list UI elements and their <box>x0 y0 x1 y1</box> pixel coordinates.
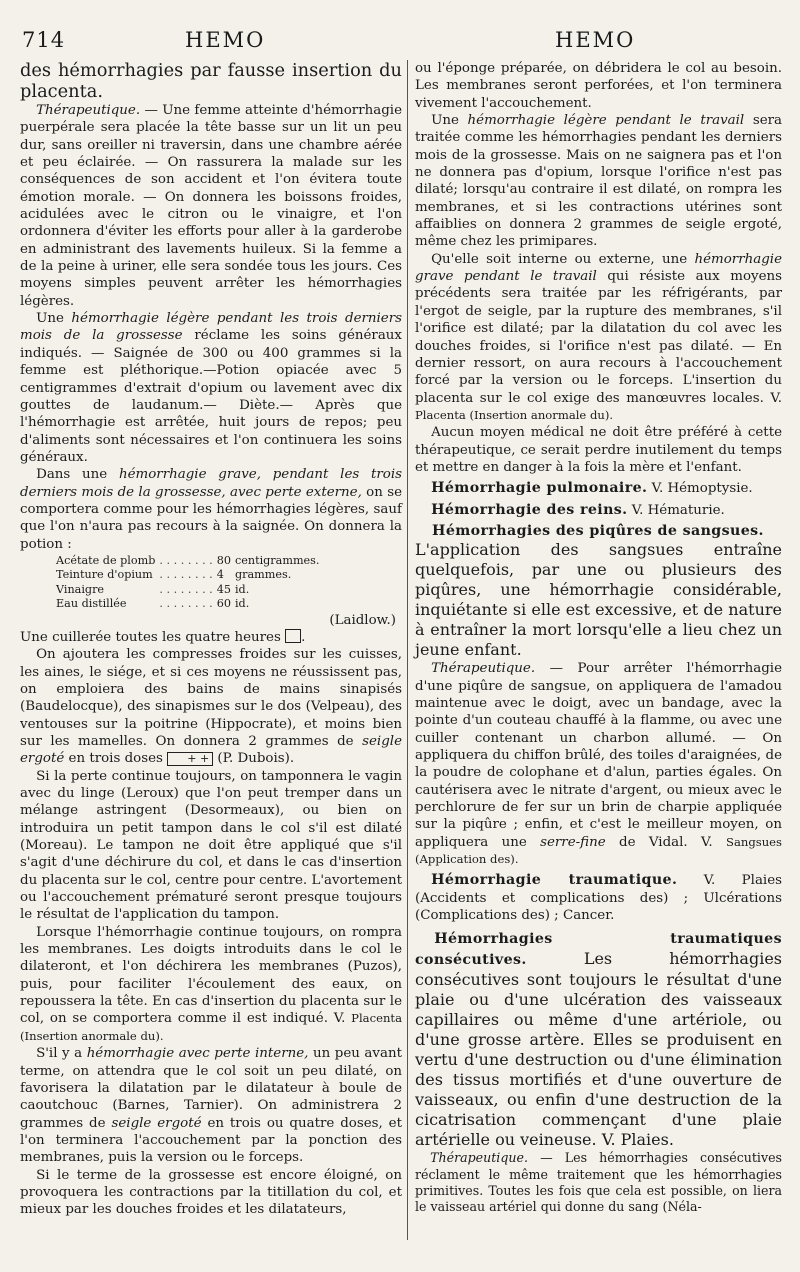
table-row <box>56 597 323 611</box>
running-head-left: HEMO <box>185 28 266 52</box>
cross-reference: Sangsues (Application des). <box>415 834 782 867</box>
page-number: 714 <box>22 28 66 52</box>
ingredient: Teinture d'opium <box>56 568 153 582</box>
entry-title: Hémorrhagies traumatiques consécutives. <box>415 931 782 969</box>
page-header <box>0 28 800 56</box>
paragraph <box>415 251 782 424</box>
paragraph <box>415 112 782 251</box>
left-column <box>20 60 402 1219</box>
leader-dots: . . . . . . . . <box>159 553 213 567</box>
text: Une <box>36 311 72 327</box>
paragraph: L'application des sangsues entraîne quelquefois, par une ou plusieurs des piqûres, une hémorrhagie considérable, inquiétante si elle est excessive, et de nature à entraîner la mort lorsqu'elle a lieu chez un jeune enfant. <box>415 540 782 660</box>
italic-term: serre-fine <box>540 834 606 850</box>
ingredient: Vinaigre <box>56 582 105 596</box>
paragraph: Si le terme de la grossesse est encore éloigné, on provoquera les contractions par la titillation du col, et mieux par les douches froides et les dilatateurs, <box>20 1167 402 1218</box>
cross-reference: V. Hémoptysie. <box>647 481 753 497</box>
paragraph <box>20 466 402 553</box>
unit: centigrammes. <box>234 553 320 567</box>
text: S'il y a <box>36 1046 87 1062</box>
paragraph: Si la perte continue toujours, on tamponnera le vagin avec du linge (Leroux) que l'on peut tremper dans un mélange astringent (Desormeaux), ou bien on introduira un petit tampon dans le col s'il est dilaté (Moreau). Le tampon ne doit être appliqué que s'il s'agit d'une déchirure du col, et dans le cas d'insertion du placenta sur le col, centre pour centre. L'avortement ou l'accouchement prématuré seront presque toujours le résultat de l'application du tampon. <box>20 768 402 923</box>
text: — Pour arrêter l'hémorrhagie d'une piqûre de sangsue, on appliquera de l'amadou maintenue avec le doigt, avec un bandage, avec la pointe d'un couteau chauffé à la flamme, ou avec une cuiller contenant un charbon allumé. — On appliquera du chiffon brûlé, des toiles d'araignées, de la poudre de colophane et d'alun, parties égales. On cautérisera avec le nitrate d'argent, ou mieux avec le perchlorure de fer sur un brin de charpie appliquée sur la piqûre ; enfin, et c'est le meilleur moyen, on appliquera une <box>415 661 782 850</box>
text: Dans une <box>36 467 119 483</box>
paragraph <box>415 1150 782 1215</box>
quantity: 80 <box>216 553 231 567</box>
right-column <box>415 60 782 1215</box>
italic-term: hémorrhagie légère pendant les trois derniers mois de la grossesse <box>20 311 403 344</box>
paragraph: Aucun moyen médical ne doit être préféré à cette thérapeutique, ce serait perdre inutilement du temps et mettre en danger à la fois la mère et l'enfant. <box>415 425 782 475</box>
italic-term: hémorrhagie avec perte interne, <box>86 1046 309 1062</box>
dose-symbol-icon: + + <box>167 752 213 766</box>
entry-heading <box>415 502 782 519</box>
paragraph <box>415 660 782 868</box>
ingredient: Eau distillée <box>56 597 127 611</box>
leader-dots: . . . . . . . . <box>159 582 213 596</box>
text: de Vidal. V. <box>605 834 727 850</box>
quantity: 60 <box>216 597 231 611</box>
ingredient: Acétate de plomb <box>56 553 156 567</box>
cross-reference: Plaies. <box>620 1130 674 1150</box>
entry-title: Hémorrhagie traumatique. <box>431 872 678 889</box>
citation: (Laidlow.) <box>329 612 396 628</box>
unit: id. <box>234 597 250 611</box>
italic-term: hémorrhagie légère pendant le travail <box>467 113 745 129</box>
cross-reference: Placenta (Insertion anormale du). <box>20 1011 402 1043</box>
text: Une cuillerée toutes les quatre heures <box>20 629 281 645</box>
text: Lorsque l'hémorrhagie continue toujours, on rompra les membranes. Les doigts introduits dans le col le dilateront, et l'on déchirera les membranes (Puzos), puis, pour faciliter l'écoulement des eaux, on repoussera la tête. En cas d'insertion du placenta sur le col, on se comportera comme il est indiqué. V. <box>20 924 402 1027</box>
paragraph <box>20 924 402 1045</box>
table-row <box>56 554 323 568</box>
italic-term: Thérapeutique. <box>36 103 141 118</box>
text: en trois doses <box>64 751 163 767</box>
text: en trois ou quatre doses, et l'on terminera l'accouchement par la ponction des membranes, puis la version ou le forceps. <box>20 1115 402 1166</box>
entry-title: Hémorrhagies des piqûres de sangsues. <box>432 522 764 539</box>
table-row <box>56 568 323 582</box>
text: — Une femme atteinte d'hémorrhagie puerpérale sera placée la tête basse sur un lit un peu dur, sans oreiller ni traversin, dans une chambre aérée et peu éclairée. — On rassurera la malade sur les conséquences de son accident et l'on évitera toute émotion morale. — On donnera les boissons froides, acidulées avec le citron ou le vinaigre, et l'on ordonnera d'éviter les efforts pour aller à la garderobe en administrant des lavements huileux. Si la femme a de la peine à uriner, elle sera sondée tous les jours. Ces moyens simples peuvent arrêter les hémorrhagies légères. <box>20 103 402 309</box>
text: Les hémorrhagies consécutives sont toujours le résultat d'une plaie ou d'une ulcération des vaisseaux capillaires ou même d'une artériole, ou d'une grosse artère. Elles se produisent en vertu d'une destruction ou d'une élimination des tissus mortifiés et d'une ouverture de vaisseaux, ou enfin d'une destruction de la cicatrisation commençant d'une plaie artérielle ou veineuse. V. <box>415 949 782 1150</box>
table-row <box>56 583 323 597</box>
entry-heading <box>415 480 782 497</box>
entry-heading <box>415 928 782 1150</box>
text: réclame les soins généraux indiqués. — Saignée de 300 ou 400 grammes si la femme est pléthorique.—Potion opiacée avec 5 centigrammes d'extrait d'opium ou lavement avec dix gouttes de laudanum.— Diète.— Après que l'hémorrhagie est arrêtée, huit jours de repos; peu d'aliments sont nécessaires et l'on continuera les soins généraux. <box>20 328 402 465</box>
text: (P. Dubois). <box>213 751 295 767</box>
leader-dots: . . . . . . . . <box>159 597 213 611</box>
continued-heading: des hémorrhagies par fausse insertion du placenta. <box>20 60 402 102</box>
italic-term: hémorrhagie grave pendant le travail <box>415 251 782 285</box>
quantity: 4 <box>216 568 224 582</box>
cross-reference: V. Plaies (Accidents et complications des) ; Ulcérations (Complications des) ; Cancer. <box>415 873 783 924</box>
text: Une <box>431 113 468 129</box>
text: sera traitée comme les hémorrhagies pendant les derniers mois de la grossesse. Mais on ne saignera pas et l'on ne donnera pas d'opium, lorsque l'orifice n'est pas dilaté; lorsqu'au contraire il est dilaté, on rompra les membranes, et si les contractions utérines sont affaiblies on donnera 2 grammes de seigle ergoté, même chez les primipares. <box>415 113 782 250</box>
text: On ajoutera les compresses froides sur les cuisses, les aines, le siége, et si ces moyens ne réussissent pas, on emploiera des bains de mains sinapisés (Baudelocque), des sinapismes sur le dos (Velpeau), des ventouses sur la poitrine (Hippocrate), et moins bien sur les mamelles. On donnera 2 grammes de <box>20 647 402 749</box>
unit: grammes. <box>234 568 292 582</box>
paragraph <box>20 102 402 310</box>
potion-table <box>56 554 323 612</box>
unit: id. <box>234 582 250 596</box>
entry-title: Hémorrhagie des reins. <box>431 501 628 518</box>
text: Qu'elle soit interne ou externe, une <box>431 251 695 267</box>
box-symbol-icon <box>285 629 301 643</box>
text: qui résiste aux moyens précédents sera traitée par les réfrigérants, par l'ergot de seigle, par la rupture des membranes, s'il l'orifice est dilaté; par la dilatation du col avec les douches froides, si l'orifice n'est pas dilaté. — En dernier ressort, on aura recours à l'accouchement forcé par la version ou le forceps. L'insertion du placenta sur le col exige des manœuvres locales. V. <box>415 269 783 406</box>
italic-term: seigle ergoté <box>20 733 402 767</box>
italic-term: Thérapeutique. <box>431 661 536 677</box>
paragraph: ou l'éponge préparée, on débridera le col au besoin. Les membranes seront perforées, et l'on terminera vivement l'accouchement. <box>415 61 782 111</box>
italic-term: Thérapeutique. <box>430 1150 528 1166</box>
entry-heading <box>415 872 782 924</box>
paragraph <box>20 310 402 466</box>
italic-term: seigle ergoté <box>111 1115 202 1131</box>
cross-reference: Placenta (Insertion anormale du). <box>415 407 614 422</box>
paragraph <box>20 646 402 767</box>
text: — Les hémorrhagies consécutives réclament le même traitement que les hémorrhagies primitives. Toutes les fois que cela est possible, on liera le vaisseau artériel qui donne du sang (Néla- <box>415 1150 782 1215</box>
column-divider <box>407 60 408 1240</box>
italic-term: hémorrhagie grave, pendant les trois derniers mois de la grossesse, avec perte externe, <box>20 467 403 500</box>
running-head-right: HEMO <box>555 28 636 52</box>
paragraph <box>20 1045 402 1166</box>
cross-reference: V. Hématurie. <box>627 502 725 518</box>
entry-title: Hémorrhagie pulmonaire. <box>431 480 648 497</box>
paragraph: Une cuillerée toutes les quatre heures . <box>20 629 306 645</box>
leader-dots: . . . . . . . . <box>159 568 213 582</box>
quantity: 45 <box>216 582 231 596</box>
text: un peu avant terme, on attendra que le col soit un peu dilaté, on favorisera la dilatation par le dilatateur à boule de caoutchouc (Barnes, Tarnier). On administrera 2 grammes de <box>20 1046 402 1131</box>
text: on se comportera comme pour les hémorrhagies légères, sauf que l'on n'aura pas recours à la saignée. On donnera la potion : <box>20 484 403 552</box>
